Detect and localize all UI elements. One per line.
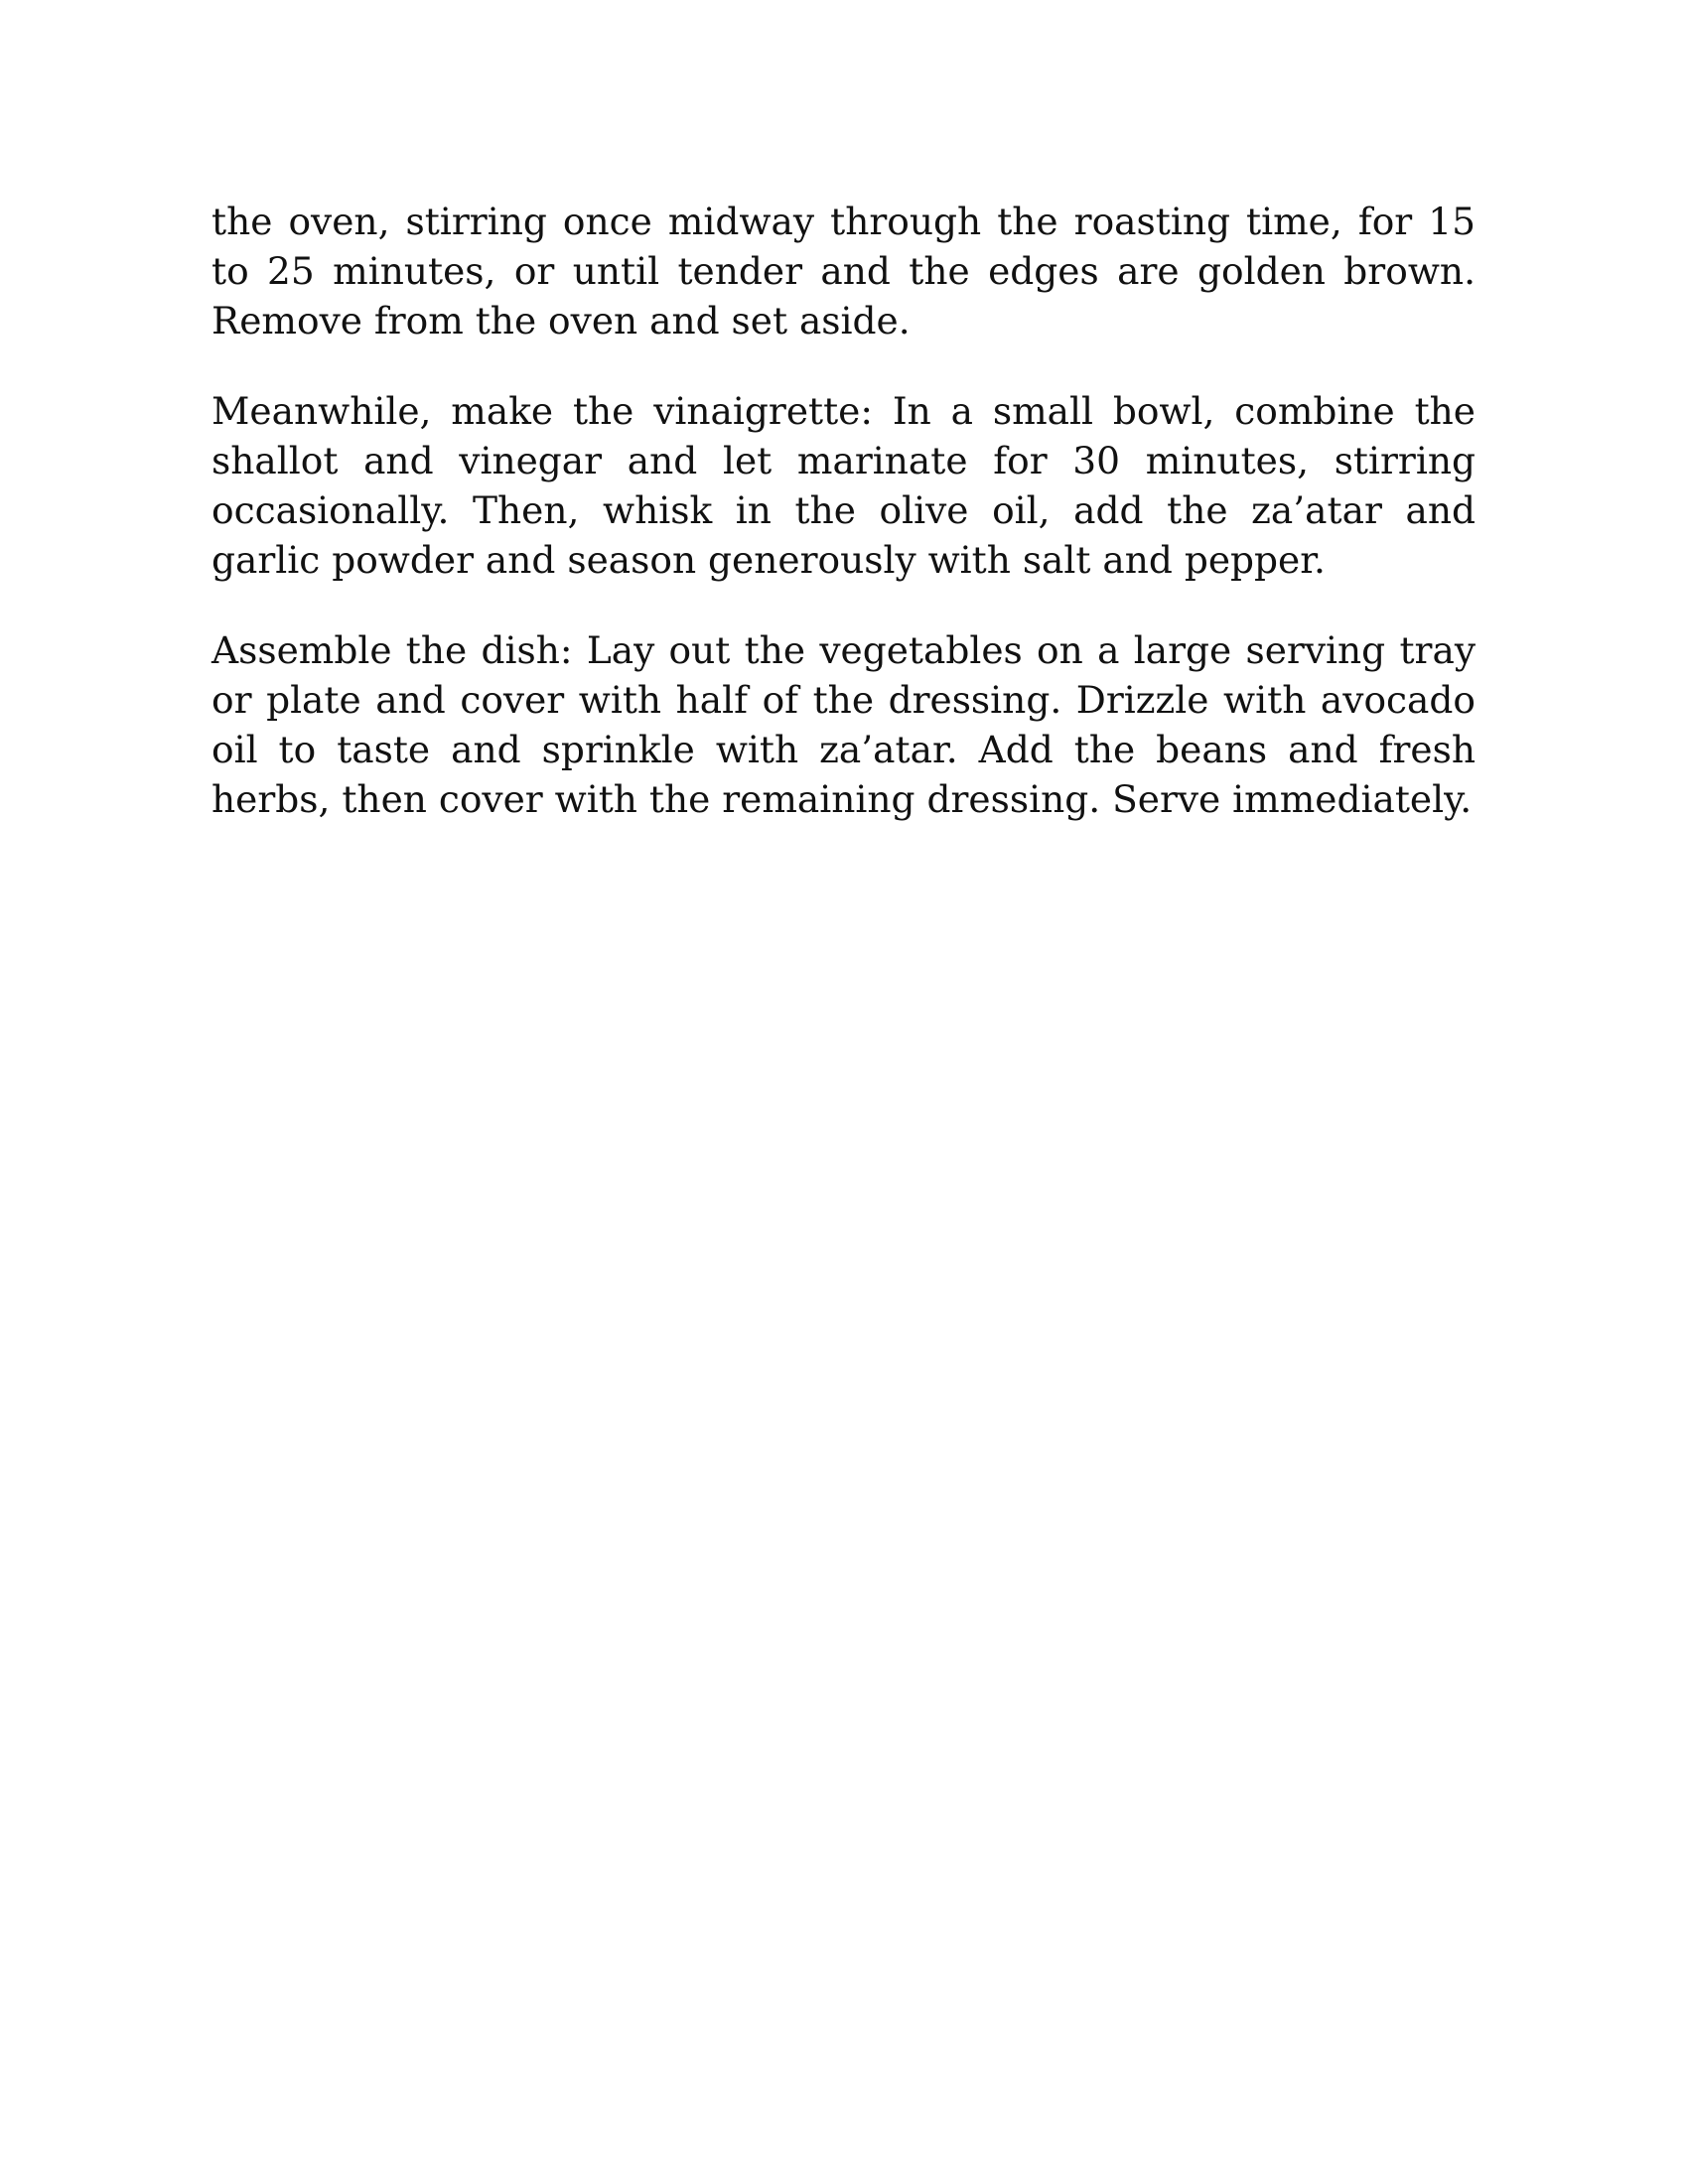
paragraph-roasting: the oven, stirring once midway through the roasting time, for 15 to 25 minutes, or until tender and the edges are golden brown. Remove from the oven and set aside. (211, 200, 1476, 342)
paragraph-vinaigrette: Meanwhile, make the vinaigrette: In a small bowl, combine the shallot and vinegar and let marinate for 30 minutes, stirring occasionally. Then, whisk in the olive oil, add the za’atar and garlic powder and season generously with salt and pepper. (211, 389, 1476, 582)
paragraph-assemble: Assemble the dish: Lay out the vegetables on a large serving tray or plate and cover with half of the dressing. Drizzle with avocado oil to taste and sprinkle with za’atar. Add the beans and fresh herbs, then cover with the remaining dressing. Serve immediately. (211, 628, 1476, 821)
recipe-instructions (211, 197, 1476, 865)
